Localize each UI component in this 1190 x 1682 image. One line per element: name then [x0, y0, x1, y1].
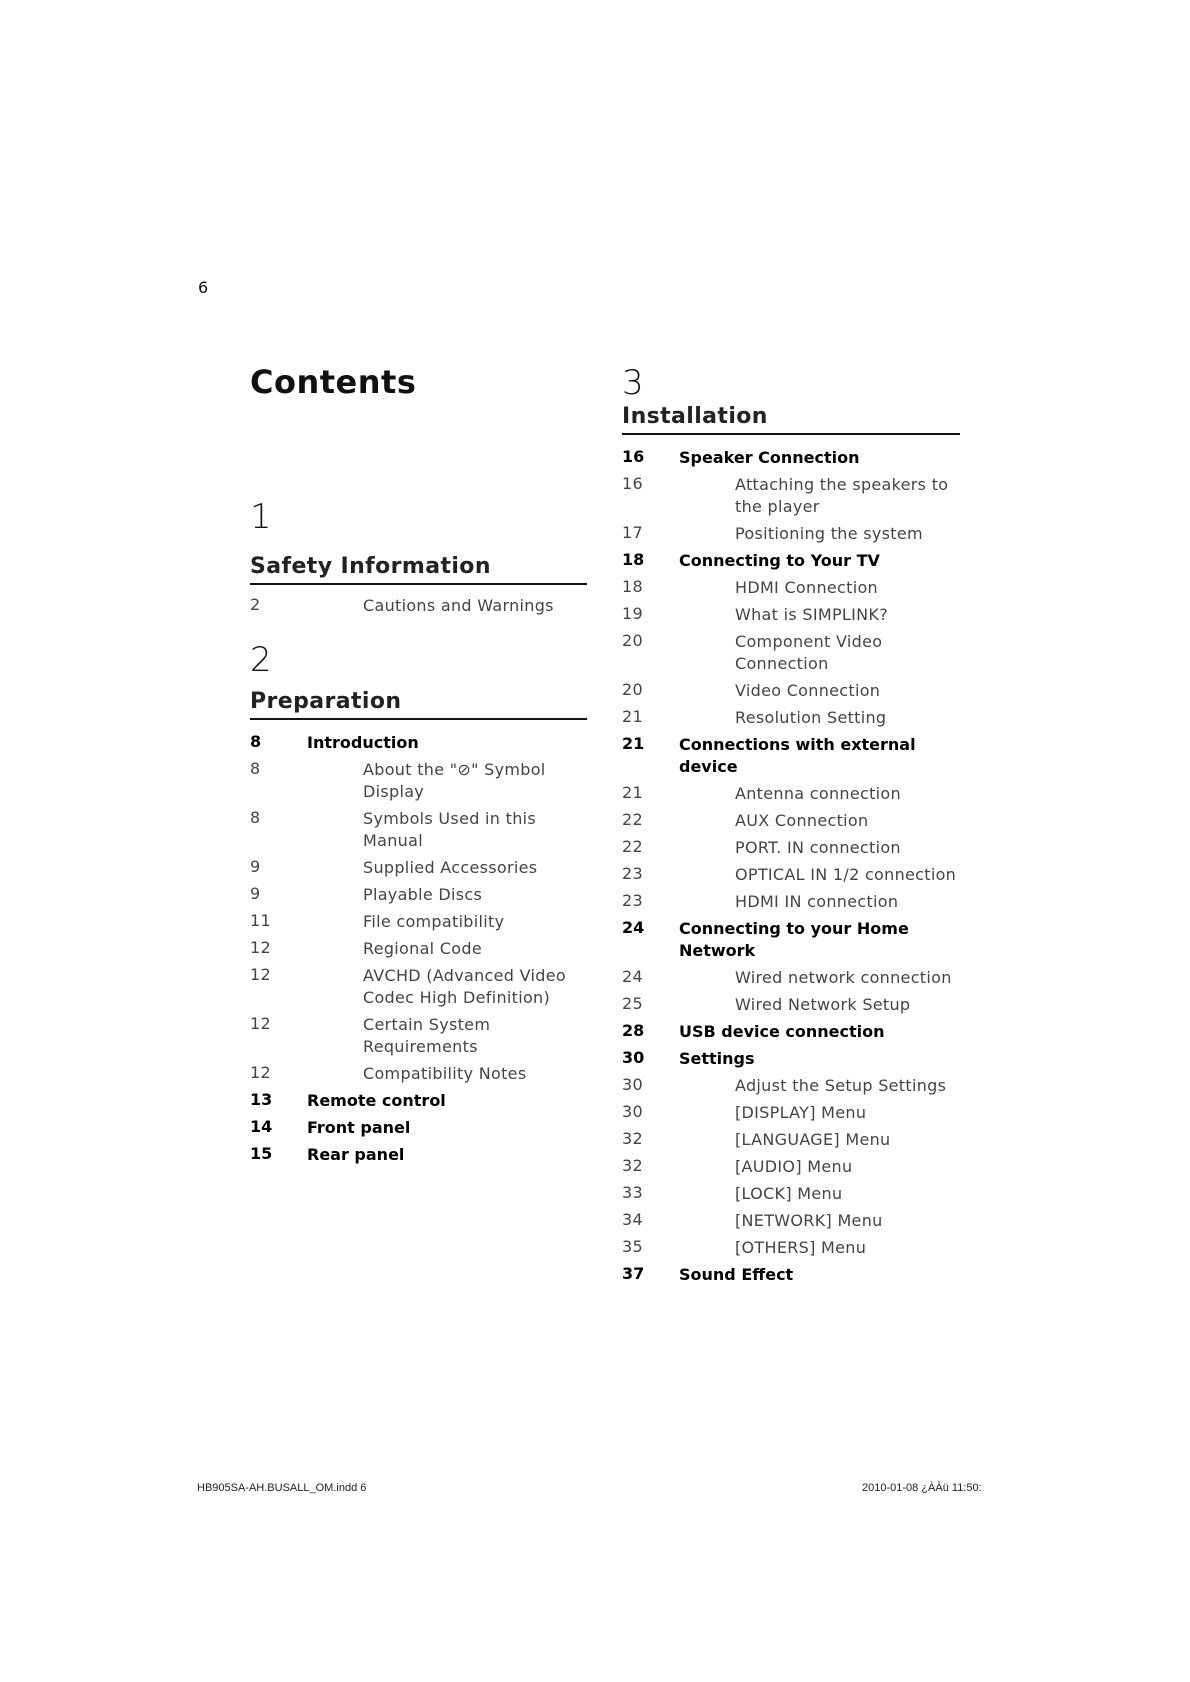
toc-entry[interactable]: [250, 911, 587, 933]
toc-entry[interactable]: [622, 891, 960, 913]
toc-page-number: 12: [250, 1014, 271, 1033]
toc-label: Introduction: [307, 733, 419, 752]
toc-label: Component Video Connection: [735, 632, 883, 673]
toc-entry[interactable]: [250, 857, 587, 879]
toc-page-number: 19: [622, 604, 643, 623]
toc-label: Front panel: [307, 1118, 411, 1137]
toc-list: [622, 447, 960, 1286]
section-number: 3: [622, 363, 644, 403]
toc-page-number: 8: [250, 759, 261, 778]
toc-entry[interactable]: [622, 1183, 960, 1205]
toc-entry[interactable]: [622, 447, 960, 469]
toc-page-number: 32: [622, 1156, 643, 1175]
toc-entry[interactable]: [622, 918, 960, 962]
toc-label: Playable Discs: [363, 885, 483, 904]
toc-page-number: 16: [622, 447, 645, 466]
toc-label: AVCHD (Advanced Video Codec High Definition): [363, 966, 566, 1007]
toc-entry[interactable]: [622, 1021, 960, 1043]
toc-label: Symbols Used in this Manual: [363, 809, 537, 850]
toc-page-number: 24: [622, 967, 643, 986]
toc-label: Rear panel: [307, 1145, 405, 1164]
toc-page-number: 2: [250, 595, 261, 614]
toc-entry[interactable]: [622, 1048, 960, 1070]
toc-entry[interactable]: [250, 965, 587, 1009]
toc-label: About the "⊘" Symbol Display: [363, 760, 546, 801]
section-safety: [250, 497, 587, 617]
toc-list: [250, 732, 587, 1166]
toc-label: [OTHERS] Menu: [735, 1238, 867, 1257]
toc-entry[interactable]: [622, 734, 960, 778]
toc-entry[interactable]: [250, 884, 587, 906]
section-installation: [622, 363, 960, 1291]
page-number: 6: [198, 278, 209, 297]
toc-page-number: 21: [622, 734, 645, 753]
toc-entry[interactable]: [250, 1144, 587, 1166]
toc-entry[interactable]: [250, 595, 587, 617]
toc-page-number: 21: [622, 707, 643, 726]
toc-page-number: 17: [622, 523, 643, 542]
toc-label: Wired network connection: [735, 968, 952, 987]
toc-entry[interactable]: [622, 550, 960, 572]
section-title: Preparation: [250, 689, 402, 714]
toc-page-number: 25: [622, 994, 643, 1013]
toc-label: Cautions and Warnings: [363, 596, 554, 615]
toc-page-number: 8: [250, 732, 262, 751]
toc-entry[interactable]: [622, 837, 960, 859]
toc-label: Wired Network Setup: [735, 995, 911, 1014]
toc-page-number: 21: [622, 783, 643, 802]
toc-page-number: 33: [622, 1183, 643, 1202]
toc-page-number: 18: [622, 550, 645, 569]
toc-label: Connections with external device: [679, 735, 916, 776]
toc-entry[interactable]: [622, 523, 960, 545]
toc-label: HDMI IN connection: [735, 892, 899, 911]
toc-entry[interactable]: [622, 1129, 960, 1151]
toc-page-number: 23: [622, 864, 643, 883]
toc-page-number: 22: [622, 810, 643, 829]
toc-label: Supplied Accessories: [363, 858, 538, 877]
toc-label: OPTICAL IN 1/2 connection: [735, 865, 957, 884]
footer-timestamp: 2010-01-08 ¿ÀÀü 11:50:: [862, 1482, 982, 1494]
toc-label: Regional Code: [363, 939, 482, 958]
toc-entry[interactable]: [622, 994, 960, 1016]
toc-entry[interactable]: [622, 967, 960, 989]
toc-label: Compatibility Notes: [363, 1064, 527, 1083]
toc-entry[interactable]: [622, 707, 960, 729]
toc-page-number: 28: [622, 1021, 645, 1040]
toc-page-number: 12: [250, 1063, 271, 1082]
toc-entry[interactable]: [622, 1210, 960, 1232]
toc-entry[interactable]: [622, 474, 960, 518]
toc-entry[interactable]: [622, 864, 960, 886]
toc-page-number: 34: [622, 1210, 643, 1229]
toc-label: USB device connection: [679, 1022, 885, 1041]
toc-entry[interactable]: [622, 783, 960, 805]
section-number: 1: [250, 497, 272, 537]
toc-label: HDMI Connection: [735, 578, 878, 597]
toc-entry[interactable]: [250, 1117, 587, 1139]
toc-page-number: 9: [250, 857, 261, 876]
section-title: Safety Information: [250, 554, 491, 579]
toc-entry[interactable]: [250, 1090, 587, 1112]
toc-label: [DISPLAY] Menu: [735, 1103, 867, 1122]
toc-entry[interactable]: [622, 1264, 960, 1286]
toc-entry[interactable]: [250, 808, 587, 852]
toc-label: [LOCK] Menu: [735, 1184, 843, 1203]
toc-page-number: 30: [622, 1048, 645, 1067]
toc-label: Video Connection: [735, 681, 881, 700]
toc-label: PORT. IN connection: [735, 838, 901, 857]
toc-label: Speaker Connection: [679, 448, 860, 467]
toc-page-number: 22: [622, 837, 643, 856]
toc-label: Settings: [679, 1049, 755, 1068]
toc-label: AUX Connection: [735, 811, 869, 830]
toc-entry[interactable]: [622, 631, 960, 675]
section-divider: [622, 433, 960, 435]
toc-page-number: 14: [250, 1117, 273, 1136]
toc-page-number: 12: [250, 965, 271, 984]
section-title: Installation: [622, 404, 768, 429]
toc-label: [LANGUAGE] Menu: [735, 1130, 891, 1149]
toc-entry[interactable]: [622, 1237, 960, 1259]
toc-label: Connecting to Your TV: [679, 551, 880, 570]
toc-label: File compatibility: [363, 912, 505, 931]
section-number: 2: [250, 640, 272, 680]
toc-page-number: 11: [250, 911, 271, 930]
toc-entry[interactable]: [622, 604, 960, 626]
toc-label: Certain System Requirements: [363, 1015, 491, 1056]
toc-label: [AUDIO] Menu: [735, 1157, 853, 1176]
toc-entry[interactable]: [250, 732, 587, 754]
toc-page-number: 12: [250, 938, 271, 957]
toc-label: [NETWORK] Menu: [735, 1211, 883, 1230]
toc-page-number: 35: [622, 1237, 643, 1256]
toc-entry[interactable]: [622, 577, 960, 599]
toc-label: Connecting to your Home Network: [679, 919, 909, 960]
toc-entry[interactable]: [622, 680, 960, 702]
toc-page-number: 30: [622, 1075, 643, 1094]
toc-label: Antenna connection: [735, 784, 901, 803]
toc-list: [250, 595, 587, 617]
toc-label: Remote control: [307, 1091, 446, 1110]
toc-label: What is SIMPLINK?: [735, 605, 889, 624]
toc-page-number: 37: [622, 1264, 645, 1283]
toc-page-number: 18: [622, 577, 643, 596]
toc-page-number: 8: [250, 808, 261, 827]
section-divider: [250, 583, 587, 585]
toc-page-number: 16: [622, 474, 643, 493]
toc-entry[interactable]: [622, 1075, 960, 1097]
section-preparation: [250, 640, 587, 1171]
toc-label: Adjust the Setup Settings: [735, 1076, 947, 1095]
toc-page-number: 15: [250, 1144, 273, 1163]
toc-page-number: 23: [622, 891, 643, 910]
toc-page-number: 20: [622, 680, 643, 699]
toc-entry[interactable]: [250, 1014, 587, 1058]
toc-entry[interactable]: [250, 938, 587, 960]
toc-entry[interactable]: [622, 1102, 960, 1124]
page-title: Contents: [250, 363, 417, 401]
toc-page-number: 9: [250, 884, 261, 903]
toc-entry[interactable]: [250, 1063, 587, 1085]
toc-entry[interactable]: [622, 1156, 960, 1178]
footer-file-info: HB905SA-AH.BUSALL_OM.indd 6: [197, 1482, 367, 1494]
toc-entry[interactable]: [250, 759, 587, 803]
toc-page-number: 20: [622, 631, 643, 650]
toc-page-number: 32: [622, 1129, 643, 1148]
toc-page-number: 30: [622, 1102, 643, 1121]
toc-label: Sound Effect: [679, 1265, 794, 1284]
toc-page-number: 13: [250, 1090, 273, 1109]
toc-page-number: 24: [622, 918, 645, 937]
toc-label: Resolution Setting: [735, 708, 887, 727]
section-divider: [250, 718, 587, 720]
toc-entry[interactable]: [622, 810, 960, 832]
toc-label: Positioning the system: [735, 524, 923, 543]
toc-label: Attaching the speakers to the player: [735, 475, 949, 516]
